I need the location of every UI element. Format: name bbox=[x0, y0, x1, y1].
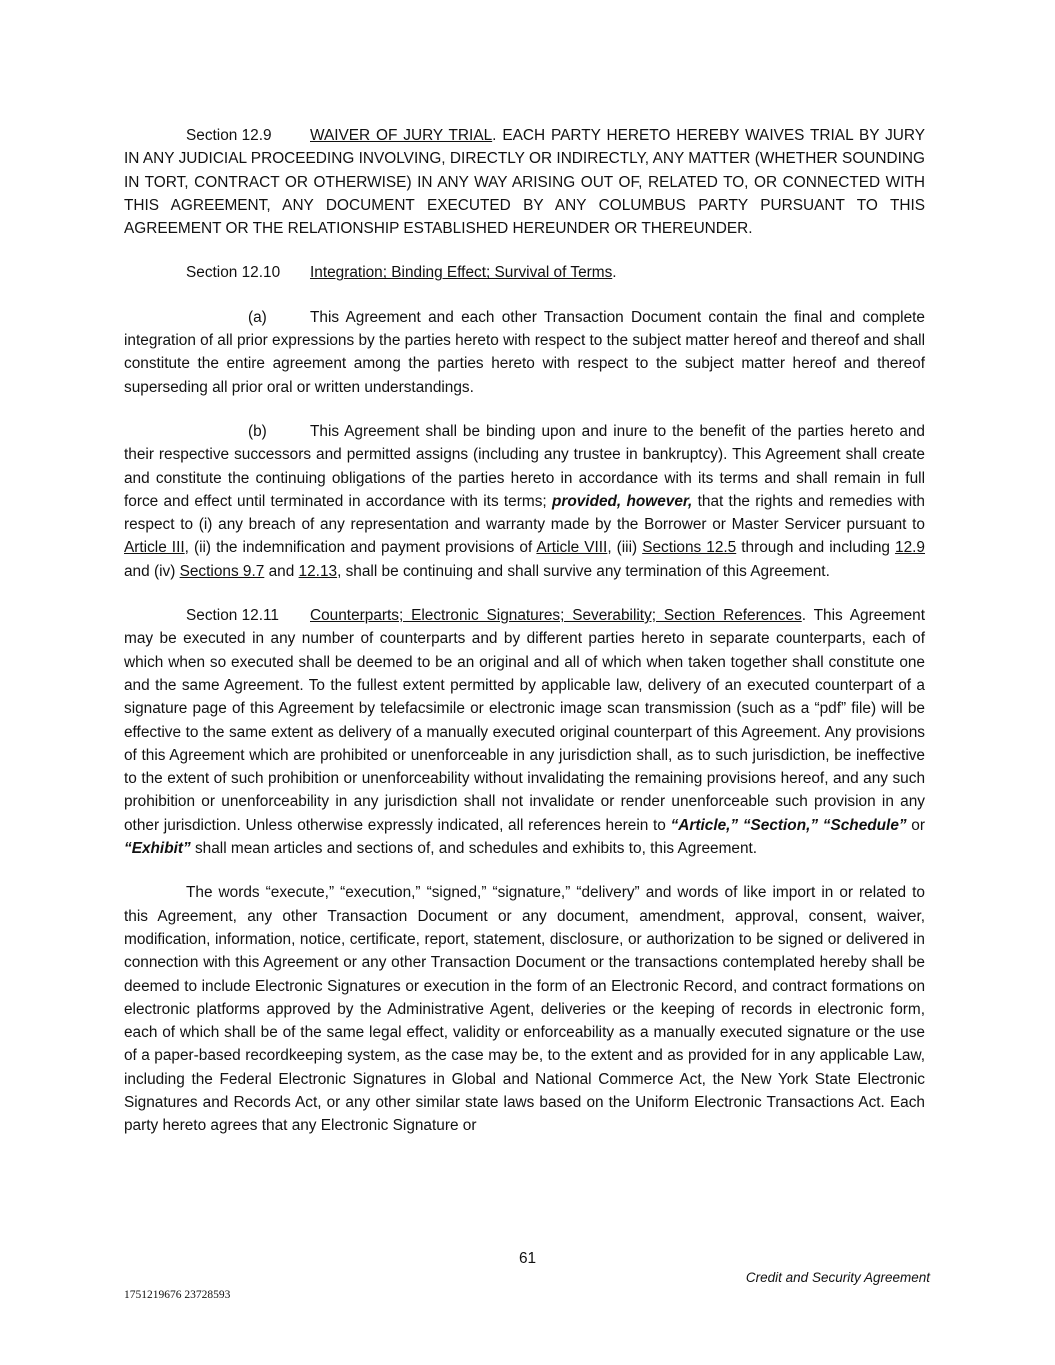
subsection-body: This Agreement and each other Transaction Document contain the final and complete integration of all prior expressions by the parties hereto with respect to the subject matter hereof and thereof and shall constitute the entire agreement among the parties hereto with respect to the subject matter hereof and thereof superseding all prior oral or written understandings. bbox=[124, 308, 925, 396]
section-12-10 bbox=[124, 261, 925, 284]
footer-document-title: Credit and Security Agreement bbox=[745, 1270, 930, 1285]
document-page bbox=[124, 124, 925, 1138]
document-id: 1751219676 23728593 bbox=[124, 1289, 231, 1301]
heading-period: . bbox=[612, 264, 617, 282]
proviso: provided, however, bbox=[551, 492, 693, 510]
section-heading: Integration; Binding Effect; Survival of Terms bbox=[310, 264, 613, 282]
subsection-label: (a) bbox=[248, 308, 267, 326]
section-heading: Counterparts; Electronic Signatures; Severability; Section References bbox=[310, 607, 802, 625]
subsection-body: and (iv) bbox=[124, 562, 180, 580]
cross-ref-article-iii[interactable]: Article III bbox=[124, 539, 185, 557]
subsection-body: that the rights and remedies with respect to (i) any breach of any representation and warranty made by the Borrower or Master Servicer pursuant to bbox=[124, 492, 925, 534]
subsection-body: , (iii) bbox=[607, 539, 643, 557]
section-12-11 bbox=[124, 604, 925, 860]
subsection-label: (b) bbox=[248, 422, 267, 440]
cross-ref-section-12-9[interactable]: 12.9 bbox=[895, 539, 925, 557]
defined-terms: “Article,” “Section,” “Schedule” bbox=[670, 816, 907, 834]
subsection-body: , shall be continuing and shall survive any termination of this Agreement. bbox=[337, 562, 830, 580]
page-number: 61 bbox=[518, 1250, 537, 1267]
section-body: . EACH PARTY HERETO HEREBY WAIVES TRIAL BY JURY IN ANY JUDICIAL PROCEEDING INVOLVING, DIRECTLY OR INDIRECTLY, ANY MATTER (WHETHER SOUNDING IN TORT, CONTRACT OR OTHERWISE) IN ANY WAY ARISING OUT OF, RELATED TO, OR CONNECTED WITH THIS AGREEMENT, ANY DOCUMENT EXECUTED BY ANY COLUMBUS PARTY PURSUANT TO THIS AGREEMENT OR THE RELATIONSHIP ESTABLISHED HEREUNDER OR THEREUNDER. bbox=[124, 127, 925, 238]
subsection-a bbox=[124, 306, 925, 399]
section-number: Section 12.10 bbox=[186, 264, 281, 282]
section-body: shall mean articles and sections of, and schedules and exhibits to, this Agreement. bbox=[190, 840, 758, 858]
section-12-9 bbox=[124, 124, 925, 240]
section-heading: WAIVER OF JURY TRIAL bbox=[310, 127, 493, 144]
section-body: . This Agreement may be executed in any number of counterparts and by different parties hereto in separate counterparts, each of which when so executed shall be deemed to be an original and all of which when taken together shall constitute one and the same Agreement. To the fullest extent permitted by applicable law, delivery of an executed counterpart of a signature page of this Agreement by telefacsimile or electronic image scan transmission (such as a “pdf” file) will be effective to the same extent as delivery of a manually executed original counterpart of this Agreement. Any provisions of this Agreement which are prohibited or unenforceable in any jurisdiction shall, as to such jurisdiction, be ineffective to the extent of such prohibition or unenforceability without invalidating the remaining provisions hereof, and any such prohibition or unenforceability in any jurisdiction shall not invalidate or render unenforceable such provision in any other jurisdiction. Unless otherwise expressly indicated, all references herein to bbox=[124, 607, 925, 834]
cross-ref-section-12-5[interactable]: Sections 12.5 bbox=[642, 539, 737, 557]
subsection-body: and bbox=[264, 562, 299, 580]
subsection-b bbox=[124, 420, 925, 583]
cross-ref-section-9-7[interactable]: Sections 9.7 bbox=[179, 562, 265, 580]
subsection-body: This Agreement shall be binding upon and inure to the benefit of the parties hereto and their respective successors and permitted assigns (including any trustee in bankruptcy). This Agreement shall create and constitute the continuing obligations of the parties hereto in accordance with its terms and shall remain in full force and effect until terminated in accordance with its terms; bbox=[124, 422, 925, 510]
cross-ref-section-12-13[interactable]: 12.13 bbox=[298, 562, 338, 580]
subsection-body: through and including bbox=[736, 539, 896, 557]
section-body: or bbox=[906, 816, 925, 834]
section-number: Section 12.9 bbox=[186, 127, 272, 144]
defined-term-exhibit: “Exhibit” bbox=[124, 840, 191, 858]
electronic-signature-paragraph: The words “execute,” “execution,” “signed,” “signature,” “delivery” and words of like import in or related to this Agreement, any other Transaction Document or any document, amendment, approval, consent, waiver, modification, information, notice, certificate, report, statement, disclosure, or authorization to be signed or delivered in connection with this Agreement or any other Transaction Document or the transactions contemplated hereby shall be deemed to include Electronic Signatures or execution in the form of an Electronic Record, and contract formations on electronic platforms approved by the Administrative Agent, deliveries or the keeping of records in electronic form, each of which shall be of the same legal effect, validity or enforceability as a manually executed signature or the use of a paper-based recordkeeping system, as the case may be, to the extent and as provided for in any applicable Law, including the Federal Electronic Signatures in Global and National Commerce Act, the New York State Electronic Signatures and Records Act, or any other similar state laws based on the Uniform Electronic Transactions Act. Each party hereto agrees that any Electronic Signature or bbox=[124, 884, 925, 1135]
subsection-body: , (ii) the indemnification and payment provisions of bbox=[184, 539, 537, 557]
cross-ref-article-viii[interactable]: Article VIII bbox=[536, 539, 608, 557]
section-number: Section 12.11 bbox=[186, 607, 279, 625]
